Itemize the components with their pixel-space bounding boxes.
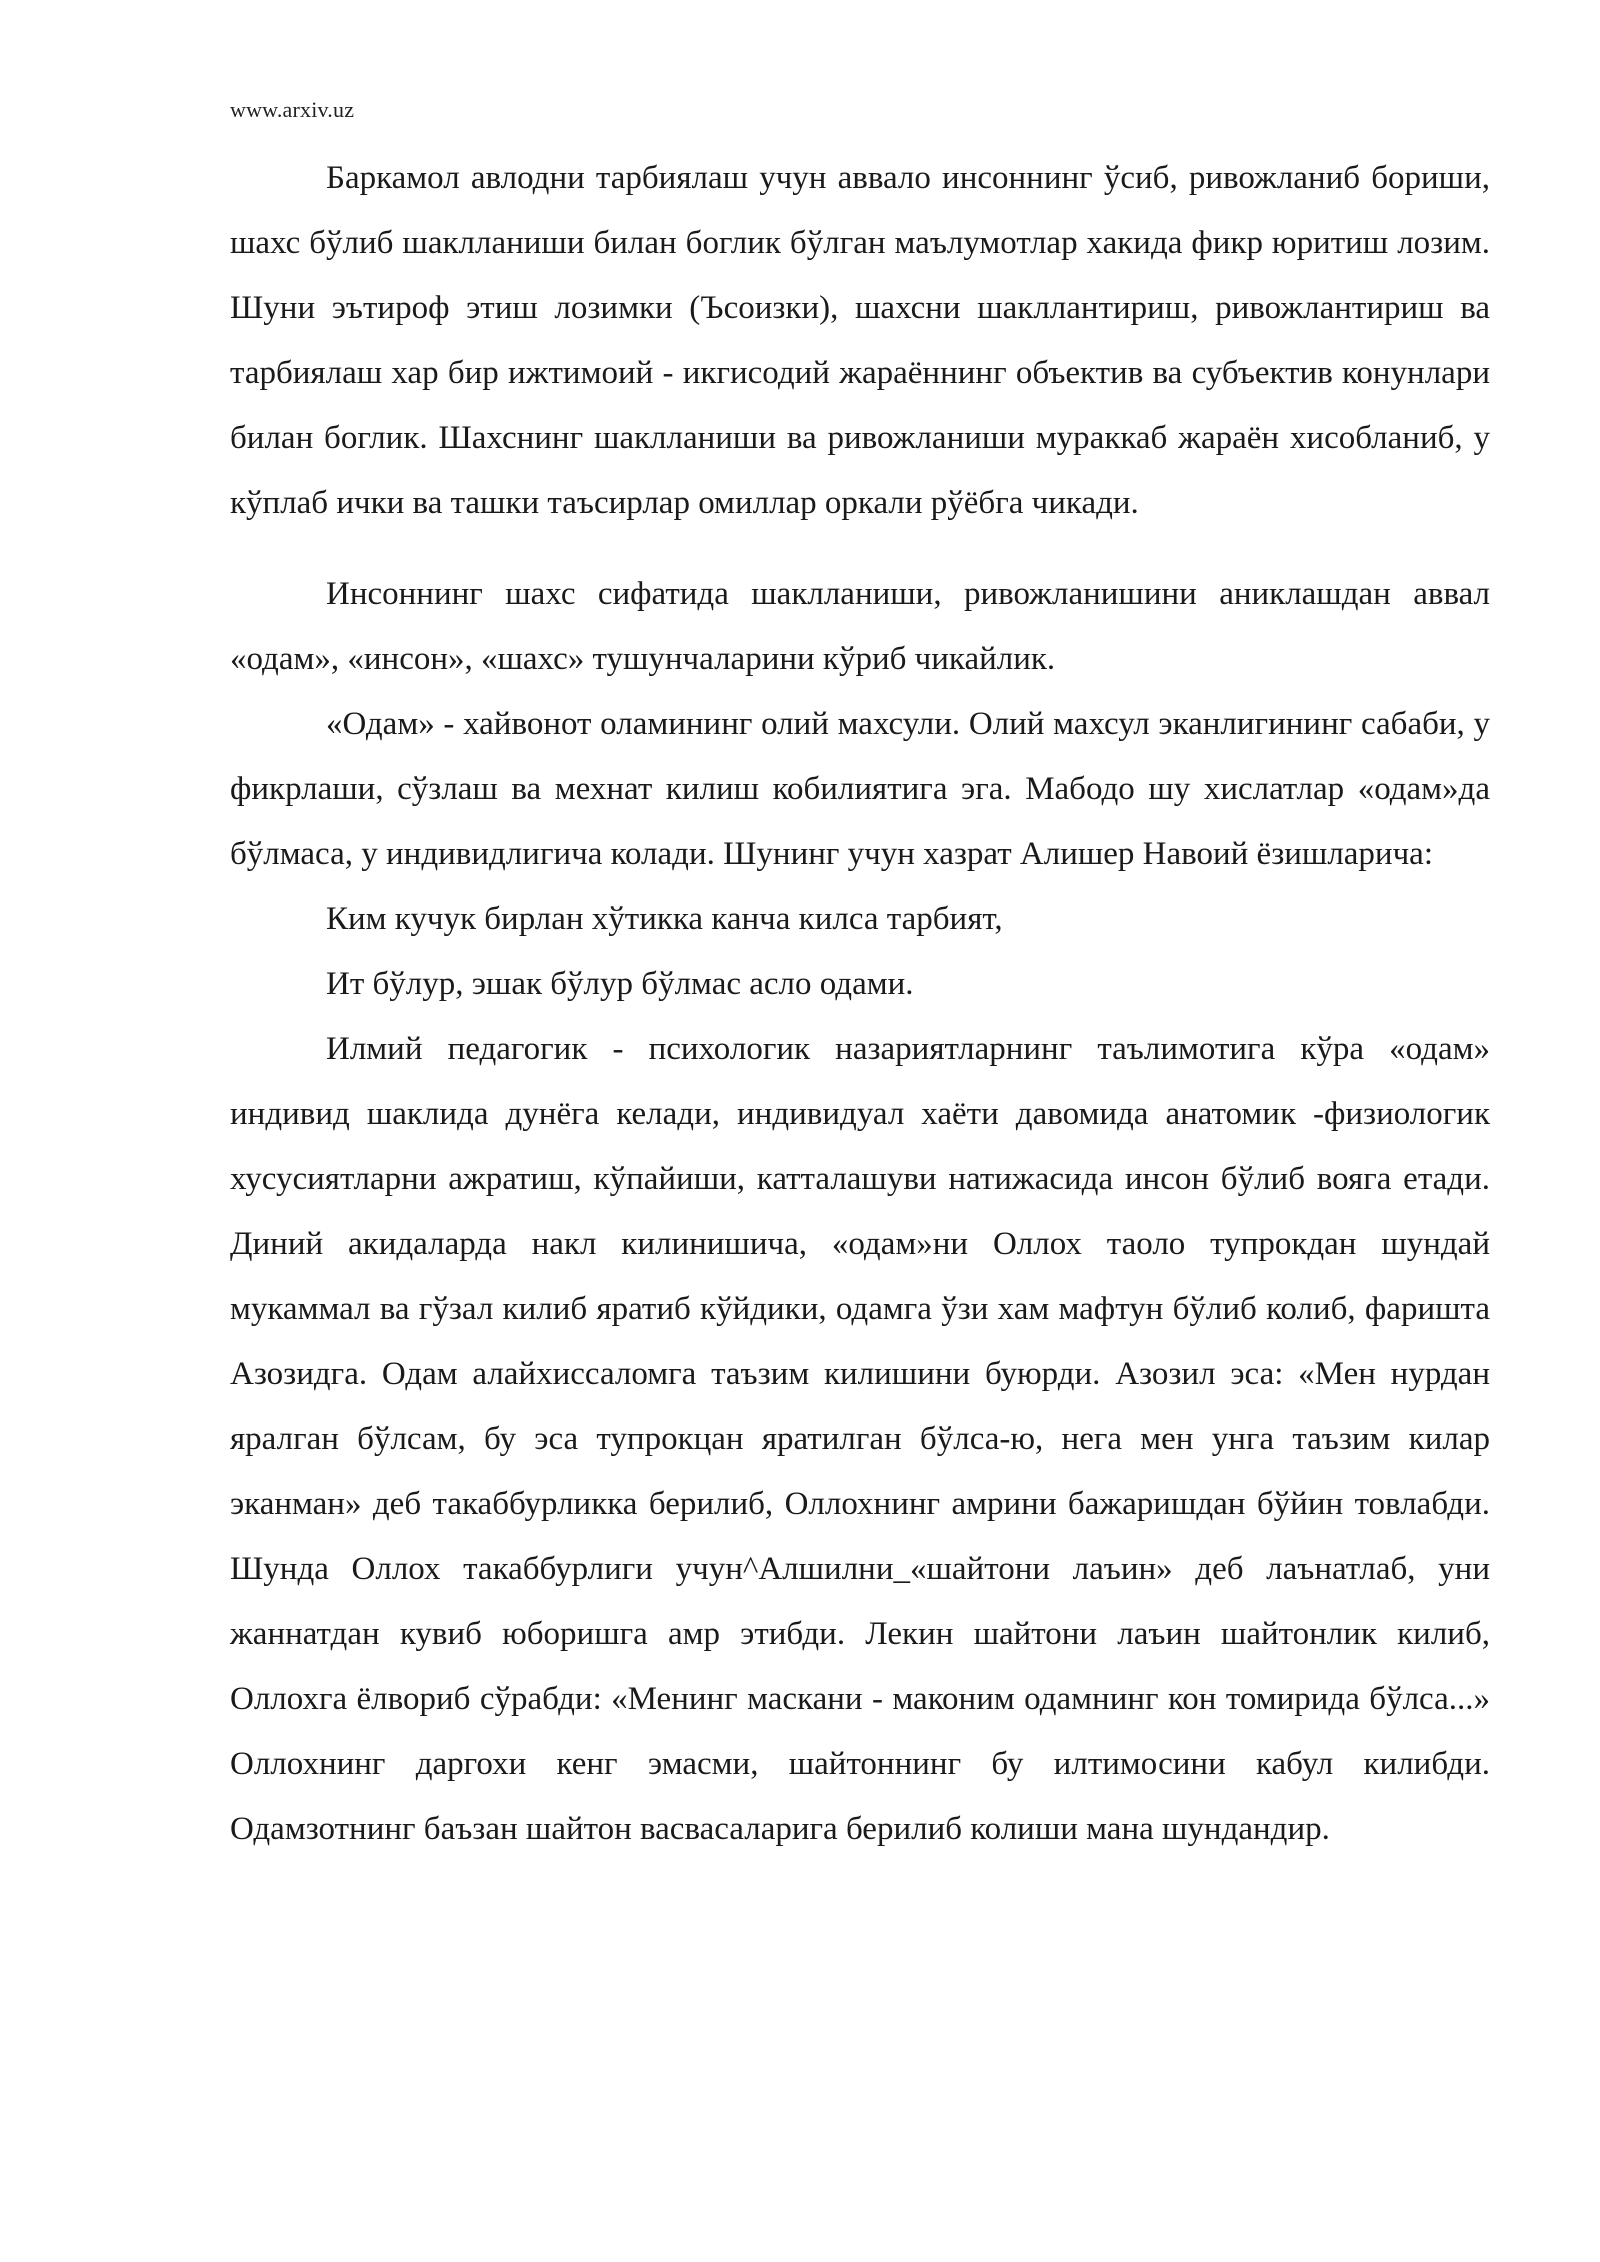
paragraph-4: Илмий педагогик - психологик назариятларнинг таълимотига кўра «одам» индивид шаклида дунёга келади, индивидуал хаёти давомида анатомик -физиологик хусусиятларни ажратиш, кўпайиши, катталашуви натижасида инсон бўлиб вояга етади. Диний акидаларда накл килинишича, «одам»ни Оллох таоло тупрокдан шундай мукаммал ва гўзал килиб яратиб кўйдики, одамга ўзи хам мафтун бўлиб колиб, фаришта Азозидга. Одам алайхиссаломга таъзим килишини буюрди. Азозил эса: «Мен нурдан яралган бўлсам, бу эса тупрокцан яратилган бўлса-ю, нега мен унга таъзим килар эканман» деб такаббурликка берилиб, Оллохнинг амрини бажаришдан бўйин товлабди. Шунда Оллох такаббурлиги учун^Алшилни_«шайтони лаъин» деб лаънатлаб, уни жаннатдан кувиб юборишга амр этибди. Лекин шайтони лаъин шайтонлик килиб, Оллохга ёлвориб сўрабди: «Менинг маскани - маконим одамнинг кон томирида бўлса...» Оллохнинг даргохи кенг эмасми, шайтоннинг бу илтимосини кабул килибди. Одамзотнинг баъзан шайтон васвасаларига берилиб колиши мана шундандир. xyxy=(230,1031,1490,1847)
verse-line-2: Ит бўлур, эшак бўлур бўлмас асло одами. xyxy=(326,966,914,1002)
body-text xyxy=(230,146,1490,1862)
paragraph-3: «Одам» - хайвонот оламининг олий махсули. Олий махсул эканлигининг сабаби, у фикрлаши, сўзлаш ва мехнат килиш кобилиятига эга. Мабодо шу хислатлар «одам»да бўлмаса, у индивидлигича колади. Шунинг учун хазрат Алишер Навоий ёзишларича: xyxy=(230,706,1490,872)
verse-line-1: Ким кучук бирлан хўтикка канча килса тарбият, xyxy=(326,901,1003,937)
paragraph-2: Инсоннинг шахс сифатида шаклланиши, ривожланишини аниклашдан аввал «одам», «инсон», «шахс» тушунчаларини кўриб чикайлик. xyxy=(230,576,1490,677)
paragraph-1: Баркамол авлодни тарбиялаш учун аввало инсоннинг ўсиб, ривожланиб бориши, шахс бўлиб шаклланиши билан боглик бўлган маълумотлар хакида фикр юритиш лозим. Шуни эътироф этиш лозимки (Ъсоизки), шахсни шакллантириш, ривожлантириш ва тарбиялаш хар бир ижтимоий - икгисодий жараённинг объектив ва субъектив конунлари билан боглик. Шахснинг шаклланиши ва ривожланиши мураккаб жараён хисобланиб, у кўплаб ички ва ташки таъсирлар омиллар оркали рўёбга чикади. xyxy=(230,160,1490,521)
source-url: www.arxiv.uz xyxy=(230,97,355,122)
